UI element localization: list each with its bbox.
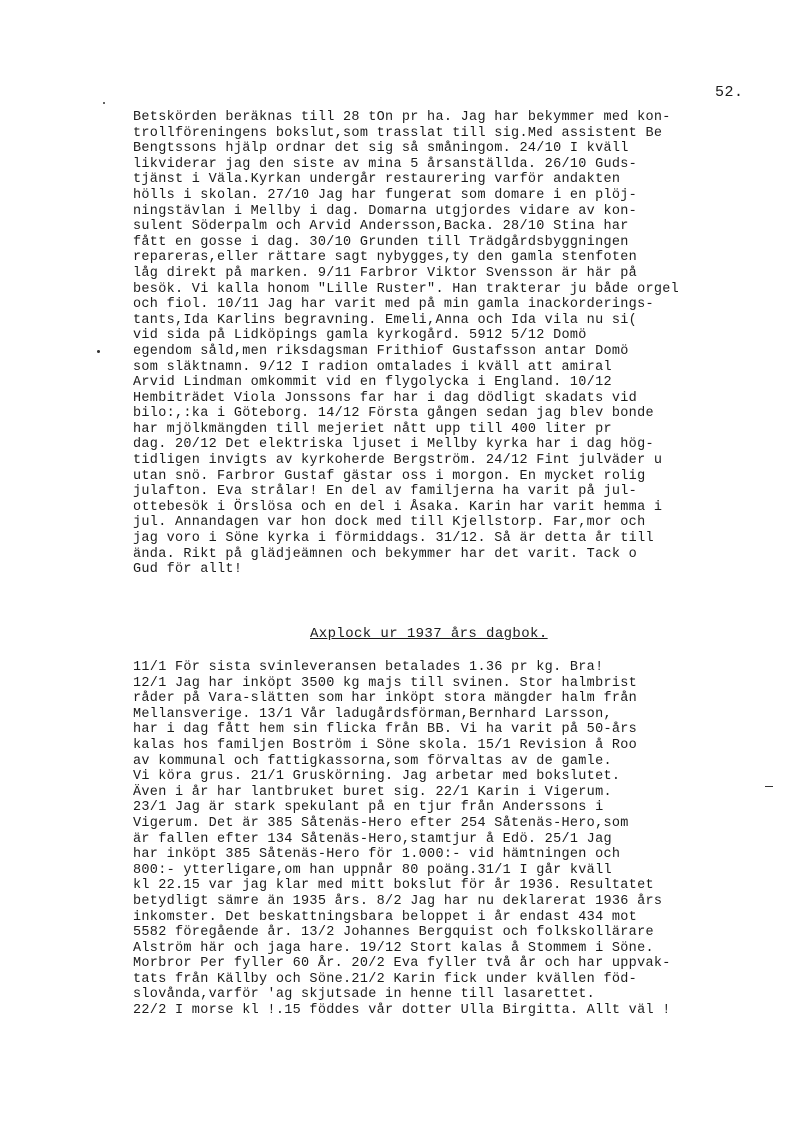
text-line: 11/1 För sista svinleveransen betalades 1.36 pr kg. Bra! [133,660,604,675]
text-line: och fiol. 10/11 Jag har varit med på min gamla inackorderings- [133,297,654,313]
text-line: av kommunal och fattigkassorna,som förvaltas av de gamle. [133,753,612,769]
text-line: jag voro i Söne kyrka i förmiddags. 31/12. Så är detta år till [133,531,654,547]
text-line: slovånda,varför 'ag skjutsade in henne till lasarettet. [133,987,596,1003]
text-line: tidligen invigts av kyrkoherde Bergström. 24/12 Fint julväder u [133,453,663,469]
text-line: hölls i skolan. 27/10 Jag har fungerat som domare i en plöj- [133,187,638,203]
text-line: julafton. Eva strålar! En del av familjerna ha varit på jul- [133,484,638,500]
text-line: Hembiträdet Viola Jonssons far har i dag dödligt skadats vid [133,390,638,406]
text-line: trollföreningens bokslut,som trasslat till sig.Med assistent Be [133,125,663,141]
diary-paragraph-1936 [133,110,679,578]
text-line: låg direkt på marken. 9/11 Farbror Viktor Svensson är här på [133,265,638,281]
text-line: tats från Källby och Söne.21/2 Karin fick under kvällen föd- [133,971,638,987]
text-line: sulent Söderpalm och Arvid Andersson,Backa. 28/10 Stina har [133,219,629,235]
text-line: Mellansverige. 13/1 Vår ladugårdsförman,Bernhard Larsson, [133,706,612,722]
text-line: har i dag fått hem sin flicka från BB. Vi ha varit på 50-års [133,722,638,738]
margin-speck [103,102,105,104]
text-line: har inköpt 385 Såtenäs-Hero för 1.000:- vid hämtningen och [133,847,621,863]
text-line: ningstävlan i Mellby i dag. Domarna utgjordes vidare av kon- [133,203,638,219]
margin-speck [97,350,100,353]
text-line: 800:- ytterligare,om han uppnår 80 poäng.31/1 I går kväll [133,862,612,878]
text-line: Betskörden beräknas till 28 tOn pr ha. Jag har bekymmer med kon- [133,110,671,125]
margin-dash [765,786,773,787]
diary-paragraph-1937 [133,660,671,1019]
text-line: jul. Annandagen var hon dock med till Kjellstorp. Far,mor och [133,515,646,531]
text-line: Gud för allt! [133,562,243,578]
text-line: betydligt sämre än 1935 års. 8/2 Jag har nu deklarerat 1936 års [133,893,663,909]
text-line: 23/1 Jag är stark spekulant på en tjur från Anderssons i [133,800,604,816]
text-line: kalas hos familjen Boström i Söne skola. 15/1 Revision å Roo [133,737,638,753]
text-line: bilo:,:ka i Göteborg. 14/12 Första gången sedan jag blev bonde [133,406,654,422]
text-line: dag. 20/12 Det elektriska ljuset i Mellby kyrka har i dag hög- [133,437,654,453]
text-line: besök. Vi kalla honom "Lille Ruster". Han trakterar ju både orgel [133,281,680,297]
text-line: 5582 föregående år. 13/2 Johannes Bergquist och folkskollärare [133,925,654,941]
text-line: egendom såld,men riksdagsman Frithiof Gustafsson antar Domö [133,343,629,359]
text-line: inkomster. Det beskattningsbara beloppet i år endast 434 mot [133,909,638,925]
text-line: som släktnamn. 9/12 I radion omtalades i kväll att amiral [133,359,612,375]
page-number: 52. [715,84,744,101]
text-line: kl 22.15 var jag klar med mitt bokslut för år 1936. Resultatet [133,878,654,894]
text-line: ända. Rikt på glädjeämnen och bekymmer har det varit. Tack o [133,546,638,562]
text-line: har mjölkmängden till mejeriet nått upp till 400 liter pr [133,421,612,437]
text-line: tjänst i Väla.Kyrkan undergår restaurering varför andakten [133,172,621,188]
text-line: Även i år har lantbruket buret sig. 22/1 Karin i Vigerum. [133,784,612,800]
text-line: repareras,eller rättare sagt nybygges,ty den gamla stenfoten [133,250,638,266]
text-line: Bengtssons hjälp ordnar det sig så småningom. 24/10 I kväll [133,141,629,157]
text-line: Vigerum. Det är 385 Såtenäs-Hero efter 254 Såtenäs-Hero,som [133,815,629,831]
text-line: Vi köra grus. 21/1 Gruskörning. Jag arbetar med bokslutet. [133,769,621,785]
text-line: är fallen efter 134 Såtenäs-Hero,stamtjur å Edö. 25/1 Jag [133,831,612,847]
text-line: utan snö. Farbror Gustaf gästar oss i morgon. En mycket rolig [133,468,646,484]
text-line: vid sida på Lidköpings gamla kyrkogård. 5912 5/12 Domö [133,328,587,344]
text-line: Morbror Per fyller 60 År. 20/2 Eva fyller två år och har uppvak- [133,956,671,972]
text-line: råder på Vara-slätten som har inköpt stora mängder halm från [133,691,638,707]
text-line: ottebesök i Örslösa och en del i Åsaka. Karin har varit hemma i [133,499,663,515]
text-line: 22/2 I morse kl !.15 föddes vår dotter Ulla Birgitta. Allt väl ! [133,1003,671,1019]
text-line: tants,Ida Karlins begravning. Emeli,Anna och Ida vila nu si( [133,312,638,328]
text-line: Arvid Lindman omkommit vid en flygolycka i England. 10/12 [133,375,612,391]
text-line: likviderar jag den siste av mina 5 årsanställda. 26/10 Guds- [133,156,638,172]
text-line: Alström här och jaga hare. 19/12 Stort kalas å Stommem i Söne. [133,940,654,956]
text-line: fått en gosse i dag. 30/10 Grunden till Trädgårdsbyggningen [133,234,629,250]
section-heading: Axplock ur 1937 års dagbok. [310,626,548,642]
text-line: 12/1 Jag har inköpt 3500 kg majs till svinen. Stor halmbrist [133,675,638,691]
